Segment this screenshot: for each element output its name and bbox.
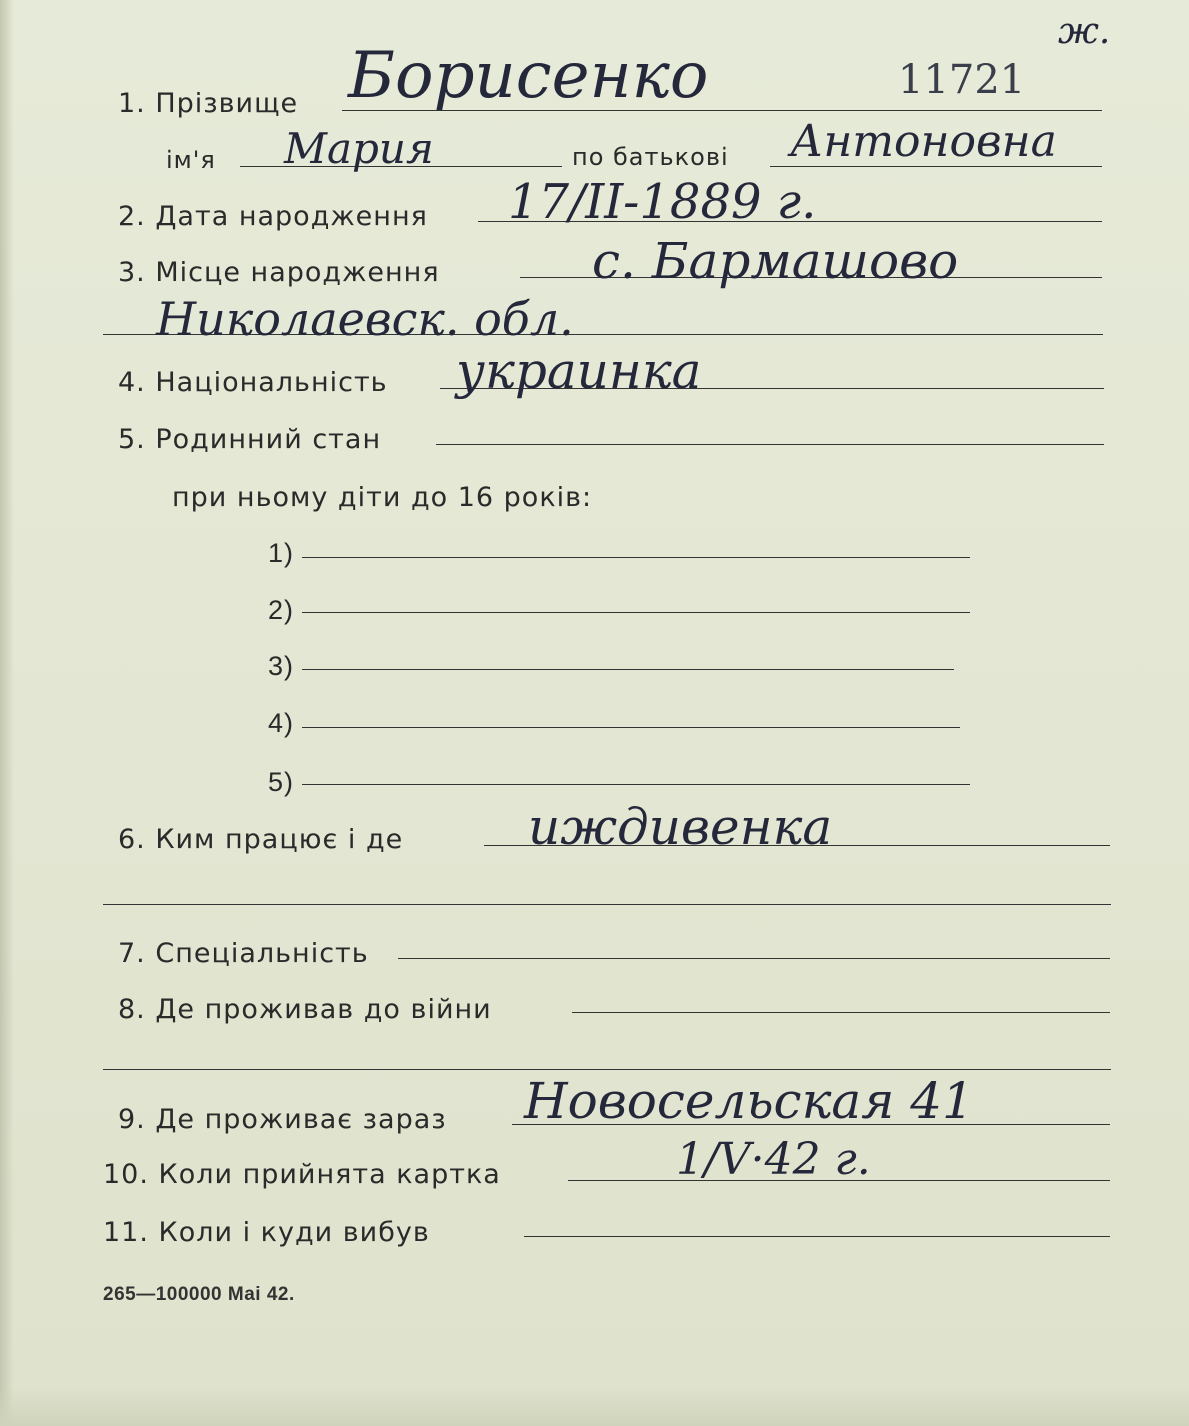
line-child-3 bbox=[302, 669, 954, 670]
nationality-value: украинка bbox=[456, 342, 702, 400]
label-child-5: 5) bbox=[268, 767, 295, 797]
line-prewar-residence-2 bbox=[103, 1069, 1111, 1070]
line-departed bbox=[524, 1236, 1110, 1237]
line-child-4 bbox=[302, 727, 960, 728]
line-child-2 bbox=[302, 612, 970, 613]
label-first-name: ім'я bbox=[166, 146, 216, 174]
card-accepted-value: 1/V·42 г. bbox=[676, 1134, 871, 1185]
label-birth-place: 3. Місце народження bbox=[118, 257, 440, 288]
card-number: 11721 bbox=[898, 57, 1026, 103]
occupation-value: иждивенка bbox=[528, 798, 833, 856]
current-residence-value: Новосельская 41 bbox=[524, 1072, 974, 1130]
line-prewar-residence-1 bbox=[572, 1012, 1110, 1013]
birth-place-value-2: Николаевск. обл. bbox=[156, 292, 574, 346]
label-child-4: 4) bbox=[268, 708, 295, 738]
label-card-accepted: 10. Коли прийнята картка bbox=[103, 1159, 501, 1190]
label-child-1: 1) bbox=[268, 538, 295, 568]
first-name-value: Мария bbox=[284, 124, 434, 173]
line-occupation-2 bbox=[103, 904, 1111, 905]
label-departed: 11. Коли і куди вибув bbox=[103, 1217, 430, 1248]
label-patronymic: по батькові bbox=[572, 143, 729, 171]
label-children: при ньому діти до 16 років: bbox=[172, 482, 593, 513]
label-birth-date: 2. Дата народження bbox=[118, 201, 428, 232]
line-child-5 bbox=[302, 784, 970, 785]
label-child-2: 2) bbox=[268, 595, 295, 625]
line-family-status bbox=[436, 444, 1104, 445]
label-specialty: 7. Спеціальність bbox=[118, 938, 369, 969]
label-family-status: 5. Родинний стан bbox=[118, 424, 382, 455]
line-child-1 bbox=[302, 557, 970, 558]
label-nationality: 4. Національність bbox=[118, 367, 388, 398]
label-prewar-residence: 8. Де проживав до війни bbox=[118, 994, 492, 1025]
gender-mark: ж. bbox=[1058, 11, 1111, 52]
birth-date-value: 17/II-1889 г. bbox=[508, 174, 817, 230]
label-child-3: 3) bbox=[268, 651, 295, 681]
surname-value: Борисенко bbox=[348, 39, 709, 113]
birth-place-value-1: с. Бармашово bbox=[592, 232, 959, 290]
patronymic-value: Антоновна bbox=[790, 116, 1057, 167]
label-surname: 1. Прізвище bbox=[118, 88, 299, 119]
print-run-mark: 265—100000 Mai 42. bbox=[103, 1284, 295, 1305]
line-specialty bbox=[398, 958, 1110, 959]
label-current-residence: 9. Де проживає зараз bbox=[118, 1104, 447, 1135]
label-occupation: 6. Ким працює і де bbox=[118, 824, 404, 855]
